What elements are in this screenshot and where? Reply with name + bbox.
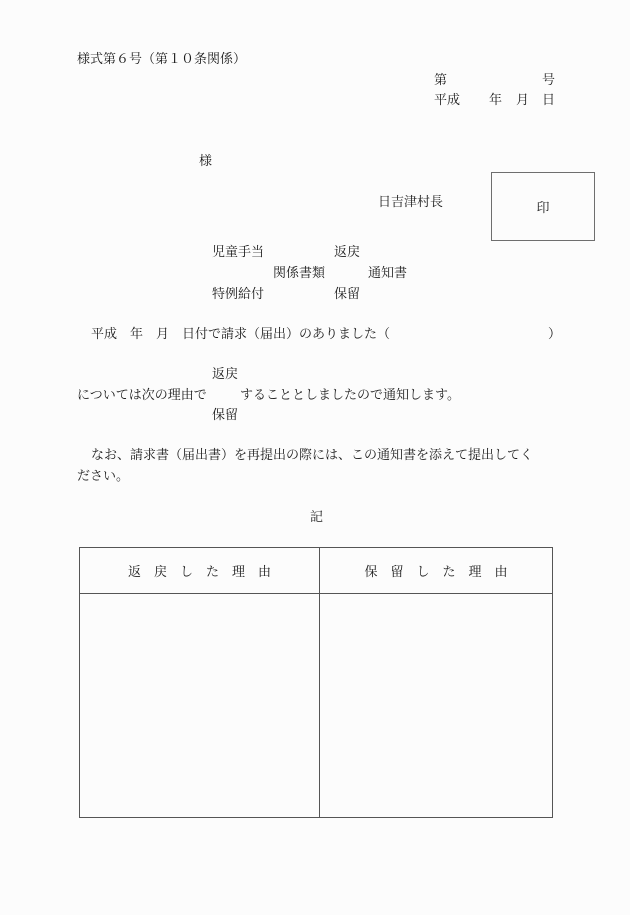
date-month: 月: [516, 93, 530, 108]
number-suffix: 号: [542, 73, 556, 88]
body-line1: 平成 年 月 日付で請求（届出）のありました（: [91, 327, 391, 342]
title-left-bottom: 特例給付: [212, 287, 265, 302]
hold-reason-cell[interactable]: [320, 594, 552, 817]
note-line1: なお、請求書（届出書）を再提出の際には、この通知書を添えて提出してく: [91, 448, 534, 463]
title-middle: 関係書類: [273, 266, 326, 281]
reason-table: [79, 547, 553, 818]
ki-heading: 記: [310, 510, 324, 525]
body-action-bottom: 保留: [212, 408, 239, 423]
return-reason-cell[interactable]: [80, 594, 319, 817]
title-left-top: 児童手当: [212, 245, 265, 260]
form-label: 様式第６号（第１０条関係）: [77, 52, 247, 67]
body-line2-suffix: することとしましたので通知します。: [240, 388, 460, 403]
title-action-top: 返戻: [334, 245, 361, 260]
number-prefix: 第: [434, 73, 448, 88]
title-action-bottom: 保留: [334, 287, 361, 302]
header-return-reason: 返戻した理由: [127, 565, 284, 580]
body-line1-close: ）: [548, 327, 562, 342]
body-action-top: 返戻: [212, 367, 239, 382]
body-line2-prefix: については次の理由で: [77, 388, 207, 403]
addressee-suffix: 様: [199, 154, 213, 169]
date-day: 日: [542, 93, 556, 108]
date-year: 年: [489, 93, 503, 108]
title-doc-type: 通知書: [368, 266, 408, 281]
seal-label: 印: [536, 201, 550, 216]
date-era: 平成: [434, 93, 461, 108]
issuer-name: 日吉津村長: [378, 195, 444, 210]
seal-box: [491, 172, 595, 241]
header-hold-reason: 保留した理由: [364, 565, 521, 580]
note-line2: ださい。: [77, 469, 130, 484]
